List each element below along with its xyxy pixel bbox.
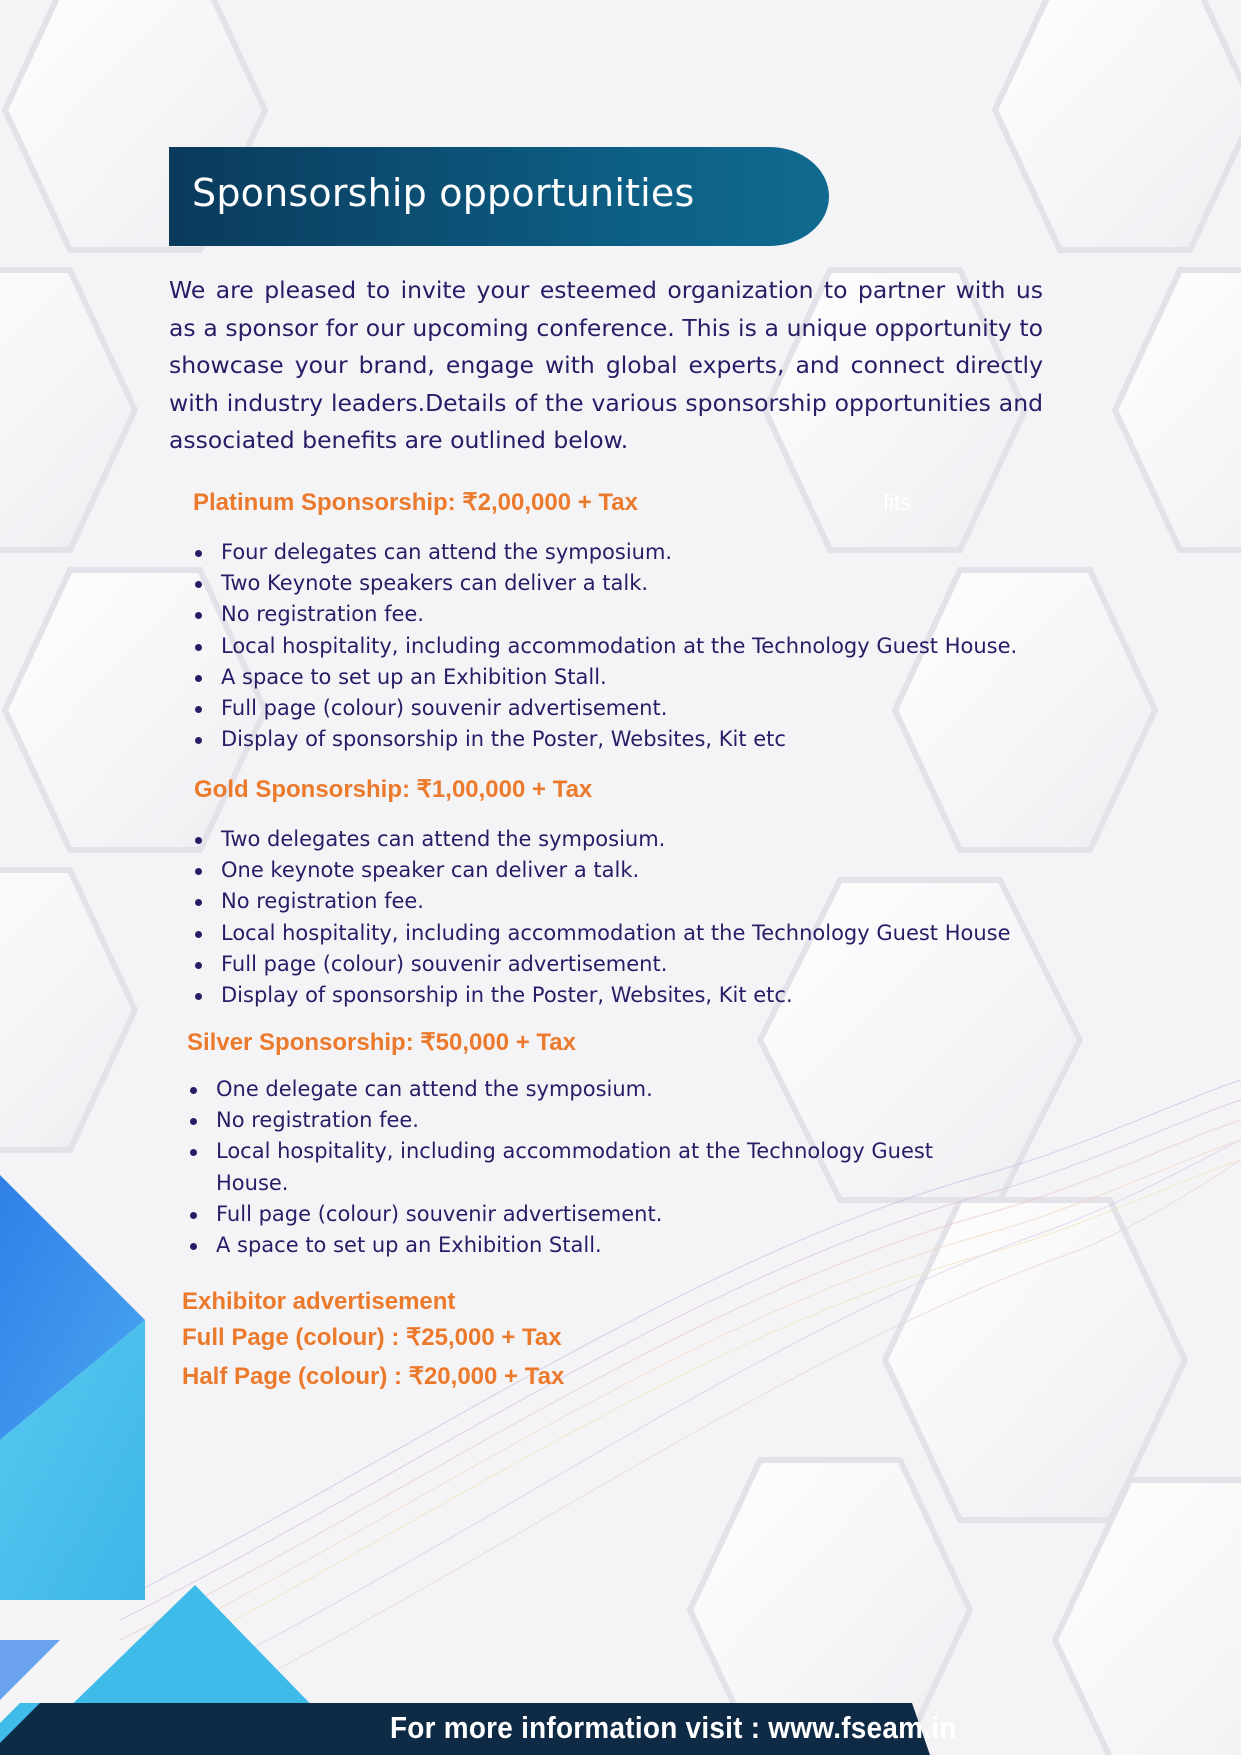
list-item: No registration fee. <box>188 1105 988 1136</box>
silver-benefits-list <box>188 1074 988 1261</box>
intro-paragraph: We are pleased to invite your esteemed organization to partner with us as a sponsor for our upcoming conference. This is a unique opportunity to showcase your brand, engage with global experts, and connect directly with industry leaders.Details of the various sponsorship opportunities and associated benefits are outlined below. <box>169 276 1043 454</box>
platinum-heading <box>193 488 912 517</box>
list-item: No registration fee. <box>193 886 1011 917</box>
platinum-benefits-list <box>193 537 1017 755</box>
list-item: One keynote speaker can deliver a talk. <box>193 855 1011 886</box>
gold-heading: Gold Sponsorship: ₹1,00,000 + Tax <box>194 776 593 803</box>
exhibitor-heading: Exhibitor advertisement <box>182 1288 456 1315</box>
platinum-ghost-text: fits <box>883 490 912 515</box>
list-item: Four delegates can attend the symposium. <box>193 537 1017 568</box>
list-item: A space to set up an Exhibition Stall. <box>188 1230 988 1261</box>
gold-benefits-list <box>193 824 1011 1011</box>
platinum-heading-text: Platinum Sponsorship: ₹2,00,000 + Tax <box>193 489 638 516</box>
list-item: Local hospitality, including accommodation at the Technology Guest House. <box>188 1136 988 1198</box>
silver-heading: Silver Sponsorship: ₹50,000 + Tax <box>187 1029 576 1056</box>
list-item: Display of sponsorship in the Poster, Websites, Kit etc. <box>193 980 1011 1011</box>
page-title: Sponsorship opportunities <box>192 171 695 215</box>
list-item: No registration fee. <box>193 599 1017 630</box>
list-item: A space to set up an Exhibition Stall. <box>193 662 1017 693</box>
list-item: Two delegates can attend the symposium. <box>193 824 1011 855</box>
list-item: Full page (colour) souvenir advertisement. <box>193 949 1011 980</box>
footer-website-link[interactable]: For more information visit : www.fseam.in <box>390 1710 957 1745</box>
list-item: Full page (colour) souvenir advertisement. <box>193 693 1017 724</box>
list-item: Full page (colour) souvenir advertisement. <box>188 1199 988 1230</box>
list-item: Display of sponsorship in the Poster, Websites, Kit etc <box>193 724 1017 755</box>
list-item: Local hospitality, including accommodation at the Technology Guest House. <box>193 631 1017 662</box>
section-title-banner <box>169 147 829 246</box>
half-page-price: Half Page (colour) : ₹20,000 + Tax <box>182 1363 565 1390</box>
full-page-price: Full Page (colour) : ₹25,000 + Tax <box>182 1324 562 1351</box>
list-item: Two Keynote speakers can deliver a talk. <box>193 568 1017 599</box>
list-item: One delegate can attend the symposium. <box>188 1074 988 1105</box>
list-item: Local hospitality, including accommodation at the Technology Guest House <box>193 918 1011 949</box>
